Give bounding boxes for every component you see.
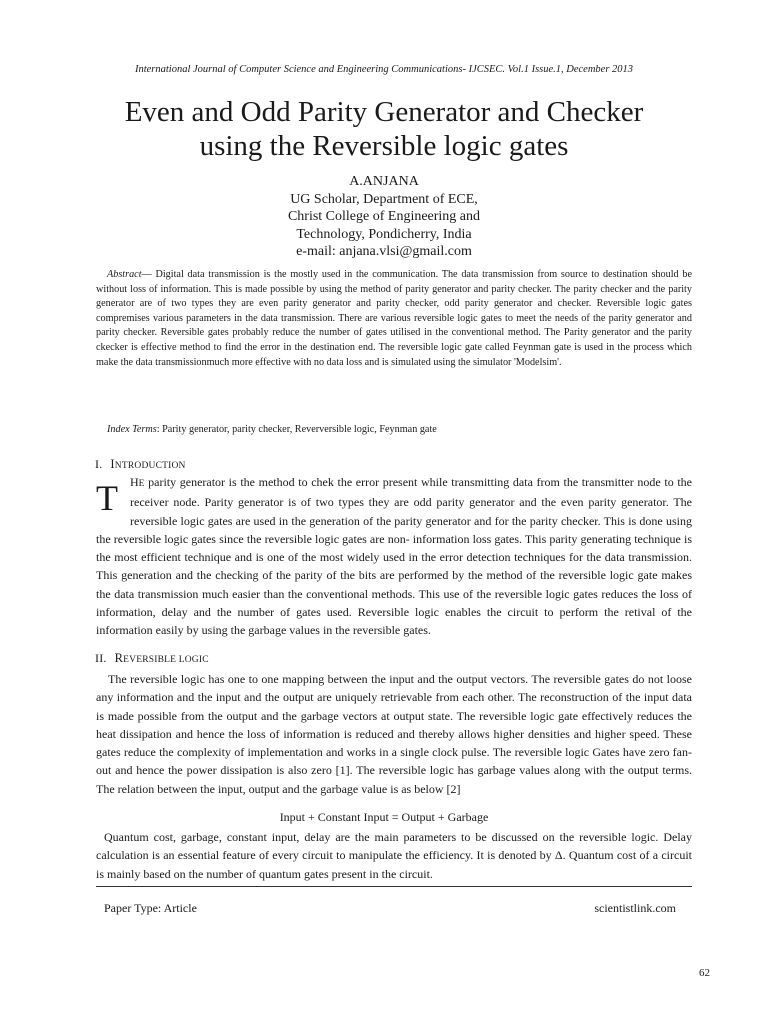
author-affiliation-3: Technology, Pondicherry, India bbox=[296, 226, 472, 242]
abstract bbox=[96, 268, 692, 370]
author-block bbox=[0, 173, 768, 261]
author-email: e-mail: anjana.vlsi@gmail.com bbox=[296, 244, 472, 259]
section-number: I. bbox=[95, 457, 103, 471]
author-affiliation-2: Christ College of Engineering and bbox=[287, 209, 481, 224]
introduction-paragraph: parity generator is the method to chek the error present while transmitting data from the transmitter node to the receiver node. Parity generator is of two types they are odd parity generator and the even parity generator. The reversible logic gates are used in the generation of the parity generator and for the parity checker. This is done using the reversible logic gates since the reversible logic gates are non- information loss gates. This parity generating technique is the most efficient technique and is one of the most widely used in the error detection techniques for the data transmission. This generation and the checking of the parity of the bits are performed by the method of the reversible logic gate makes the data transmission much easier than the conventional methods. This use of the reversible logic gates reduces the loss of information, delay and the number of gates used. Reversible logic enables the circuit to perform the retival of the information easily by using the garbage values in the reversible gates. bbox=[96, 475, 692, 638]
author-affiliation-1: UG Scholar, Department of ECE, bbox=[290, 191, 478, 207]
first-word-rest: E bbox=[138, 479, 145, 489]
section-number: II. bbox=[95, 651, 107, 665]
author-name: A.ANJANA bbox=[349, 174, 419, 189]
reversible-logic-paragraph-2: Quantum cost, garbage, constant input, delay are the main parameters to be discussed on the reversible logic. Delay calculation is an essential feature of every circuit to manipulate the efficiency. It is denoted by Δ. Quantum cost of a circuit is mainly based on the number of quantum gates present in the circuit. bbox=[96, 830, 692, 881]
first-word-cap: H bbox=[130, 475, 139, 489]
section-heading-introduction bbox=[95, 457, 186, 472]
index-terms-label: Index Terms bbox=[107, 424, 157, 435]
introduction-text bbox=[96, 473, 692, 640]
reversible-logic-paragraph-1: The reversible logic has one to one mapping between the input and the output vectors. The reversible gates do not loose any information and the input and the output are uniquely retrievable from each other. The reconstruction of the input data is made possible from the output and the garbage vectors at output state. The reversible logic gate effectively reduces the heat dissipation and hence the loss of information is reduced and thereby allows higher densities and higher speed. These gates reduce the complexity of implementation and works in a single clock pulse. The reversible logic Gates have zero fan-out and hence the power dissipation is also zero [1]. The reversible logic has garbage values along with the output terms. The relation between the input, output and the garbage value is as below [2] bbox=[96, 672, 692, 796]
abstract-label: Abstract bbox=[107, 269, 142, 280]
section-title-rest: EVERSIBLE LOGIC bbox=[123, 655, 209, 665]
drop-cap: T bbox=[96, 478, 118, 518]
title-line-2: using the Reversible logic gates bbox=[199, 130, 569, 162]
section-title-cap: I bbox=[110, 457, 115, 471]
section-title-rest: NTRODUCTION bbox=[114, 461, 186, 471]
reversible-logic-text bbox=[96, 670, 692, 798]
publisher-site: scientistlink.com bbox=[594, 901, 676, 915]
abstract-dash: — bbox=[141, 269, 152, 280]
journal-header: International Journal of Computer Science and Engineering Communications- IJCSEC. Vol.1 Issue.1, December 2013 bbox=[134, 64, 634, 75]
index-terms-text: : Parity generator, parity checker, Reverversible logic, Feynman gate bbox=[156, 424, 437, 435]
section-title-cap: R bbox=[114, 651, 124, 665]
paper-type: Paper Type: Article bbox=[104, 901, 197, 915]
section-heading-reversible-logic bbox=[95, 651, 209, 666]
index-terms bbox=[107, 424, 692, 435]
page-number: 62 bbox=[699, 967, 710, 979]
equation: Input + Constant Input = Output + Garbage bbox=[279, 810, 489, 824]
footer-divider bbox=[96, 886, 692, 887]
paper-title bbox=[60, 95, 708, 163]
abstract-text: Digital data transmission is the mostly used in the communication. The data transmission from source to destination should be without loss of information. This is made possible by using the method of parity generator and parity checker. The parity checker and the parity generator are of two types they are even parity generator and parity checker, odd parity generator and checker. Reversible logic gates compremises various parameters in the data transmission. There are various reversible logic gates to meet the needs of the parity generator and parity checker. Reversible gates probably reduce the number of gates utilised in the conventional method. The Parity generator and the parity ckecker is effective method to find the error in the destination end. The reversible logic gate called Feynman gate is used in the process which make the data transmissionmuch more effective with no data loss and is simulated using the simulator 'Modelsim'. bbox=[96, 269, 692, 368]
title-line-1: Even and Odd Parity Generator and Checker bbox=[124, 96, 644, 128]
reversible-logic-text-2 bbox=[96, 828, 692, 883]
